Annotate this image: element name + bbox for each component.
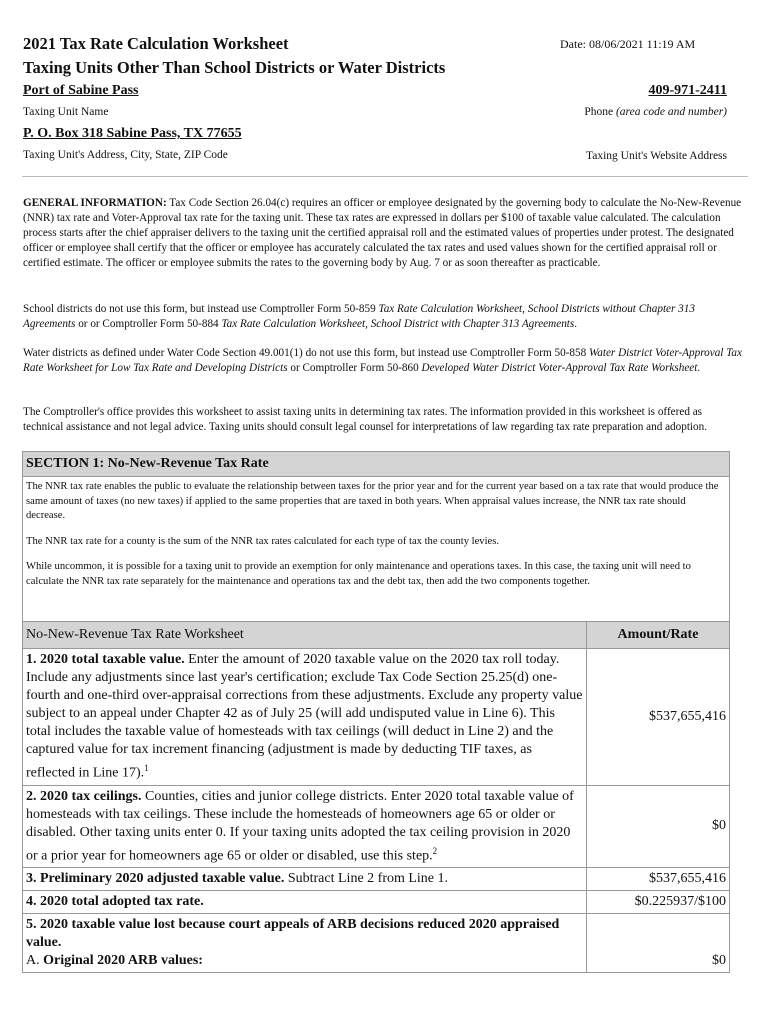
school-form-title-2: Tax Rate Calculation Worksheet, School District with Chapter 313 Agreements — [221, 318, 575, 330]
section-1-intro — [22, 477, 730, 621]
comptroller-paragraph: The Comptroller's office provides this worksheet to assist taxing units in determining tax rates. The information provided in this worksheet is offered as technical assistance and not legal advice. Taxing units should consult legal counsel for interpretations of law regarding tax rate preparation and adoption. — [23, 406, 708, 433]
line-4-description — [23, 891, 587, 914]
school-text-c: . — [574, 318, 578, 330]
website-label: Taxing Unit's Website Address — [586, 150, 727, 162]
school-form-title-1: Tax Rate Calculation Worksheet, School Districts without Chapter 313 Agreements — [23, 303, 695, 330]
line-5a-prefix: A. — [26, 953, 44, 969]
worksheet-column-label: No-New-Revenue Tax Rate Worksheet — [23, 622, 587, 649]
line-2-text: Counties, cities and junior college districts. Enter 2020 total taxable value of homesteads with tax ceilings. These include the homesteads of homeowners age 65 or older or disabled. Other taxing units enter 0. If your taxing units adopted the tax ceiling provision in 2020 or a prior year for homeowners age 65 or older or disabled, use this step. — [26, 788, 574, 864]
title-line-1: 2021 Tax Rate Calculation Worksheet — [23, 34, 289, 53]
school-text-a: School districts do not use this form, but instead use Comptroller Form 50-859 — [23, 303, 379, 315]
line-1-text: Enter the amount of 2020 taxable value on the 2020 tax roll today. Include any adjustments since last year's certification; exclude Tax Code Section 25.25(d) one-fourth and one-third over-appraisal corrections from these adjustments. Exclude any property value subject to an appeal under Chapter 42 as of July 25 (will add undisputed value in Line 6). This total includes the taxable value of homesteads with tax ceilings (will deduct in Line 2) and the captured value for tax increment financing (adjustment is made by deducting TIF taxes, as reflected in Line 17). — [26, 652, 583, 781]
water-districts-paragraph — [23, 346, 743, 376]
general-info-paragraph — [23, 196, 743, 271]
taxing-unit-address: P. O. Box 318 Sabine Pass, TX 77655 — [23, 126, 242, 141]
section-1-para-3: While uncommon, it is possible for a taxing unit to provide an exemption for only maintenance and operations taxes. In this case, the taxing unit will need to calculate the NNR tax rate separately for the maintenance and operations tax and the debt tax, then add the two components together. — [26, 561, 691, 587]
school-districts-paragraph — [23, 302, 743, 332]
line-3-description — [23, 868, 587, 891]
line-1-amount: $537,655,416 — [587, 649, 730, 786]
title-line-2: Taxing Units Other Than School Districts or Water Districts — [23, 58, 446, 77]
date-stamp: Date: 08/06/2021 11:19 AM — [560, 37, 696, 51]
general-info-heading: GENERAL INFORMATION: — [23, 197, 167, 209]
line-1-title: 1. 2020 total taxable value. — [26, 652, 185, 667]
line-1-description — [23, 649, 587, 786]
section-1-para-1: The NNR tax rate enables the public to evaluate the relationship between taxes for the prior year and for the current year based on a tax rate that would produce the same amount of taxes (no new taxes) if applied to the same properties that are taxed in both years. When appraisal values increase, the NNR tax rate should decrease. — [26, 481, 719, 521]
worksheet-header-row — [23, 622, 730, 649]
phone-label-hint: (area code and number) — [615, 106, 727, 118]
water-form-title-2: Developed Water District Voter-Approval Tax Rate Worksheet — [421, 362, 698, 374]
line-1-footnote: 1 — [144, 763, 149, 773]
worksheet-line-1 — [23, 649, 730, 786]
line-3-amount: $537,655,416 — [587, 868, 730, 891]
phone-label-text: Phone — [584, 106, 614, 118]
line-2-description — [23, 785, 587, 868]
line-2-title: 2. 2020 tax ceilings. — [26, 788, 142, 804]
section-1-title: SECTION 1: No-New-Revenue Tax Rate — [22, 451, 730, 477]
line-5-amount: $0 — [587, 914, 730, 973]
section-1-para-2: The NNR tax rate for a county is the sum of the NNR tax rates calculated for each type of tax the county levies. — [26, 535, 500, 547]
phone-label — [584, 106, 727, 118]
line-3-text: Subtract Line 2 from Line 1. — [284, 871, 449, 887]
water-form-title-1: Water District Voter-Approval Tax Rate Worksheet for Low Tax Rate and Developing Districts — [23, 347, 742, 374]
water-text-b: or Comptroller Form 50-860 — [287, 362, 422, 374]
line-4-amount: $0.225937/$100 — [587, 891, 730, 914]
general-info-text: Tax Code Section 26.04(c) requires an officer or employee designated by the governing body to calculate the No-New-Revenue (NNR) tax rate and Voter-Approval tax rate for the taxing unit. These tax rates are expressed in dollars per $100 of taxable value calculated. The calculation process starts after the chief appraiser delivers to the taxing unit the certified appraisal roll and the estimated values of properties under protest. The designated officer or employee shall certify that the officer or employee has accurately calculated the tax rates and used values shown for the certified appraisal roll or certified estimate. The officer or employee submits the rates to the governing body by Aug. 7 or as soon thereafter as practicable. — [23, 197, 742, 269]
taxing-unit-name: Port of Sabine Pass — [23, 83, 139, 98]
line-5-description — [23, 914, 587, 973]
worksheet-line-4 — [23, 891, 730, 914]
line-2-footnote: 2 — [432, 845, 438, 856]
line-3-title: 3. Preliminary 2020 adjusted taxable value. — [26, 871, 285, 887]
header-divider — [22, 176, 748, 177]
school-text-b: or or Comptroller Form 50-884 — [75, 318, 222, 330]
water-text-c: . — [697, 362, 701, 374]
nnr-worksheet-table — [22, 621, 730, 973]
worksheet-line-5 — [23, 914, 730, 973]
worksheet-column-amount: Amount/Rate — [587, 622, 730, 649]
worksheet-line-2 — [23, 785, 730, 868]
water-text-a: Water districts as defined under Water Code Section 49.001(1) do not use this form, but instead use Comptroller Form 50-858 — [23, 347, 589, 359]
phone-number: 409-971-2411 — [648, 83, 727, 98]
line-4-title: 4. 2020 total adopted tax rate. — [26, 894, 204, 910]
line-5-title: 5. 2020 taxable value lost because court appeals of ARB decisions reduced 2020 appraised value. — [26, 917, 560, 951]
worksheet-line-3 — [23, 868, 730, 891]
address-label: Taxing Unit's Address, City, State, ZIP Code — [23, 149, 228, 161]
line-2-amount: $0 — [587, 785, 730, 868]
taxing-unit-name-label: Taxing Unit Name — [23, 106, 109, 118]
line-5a-title: Original 2020 ARB values: — [43, 953, 203, 969]
